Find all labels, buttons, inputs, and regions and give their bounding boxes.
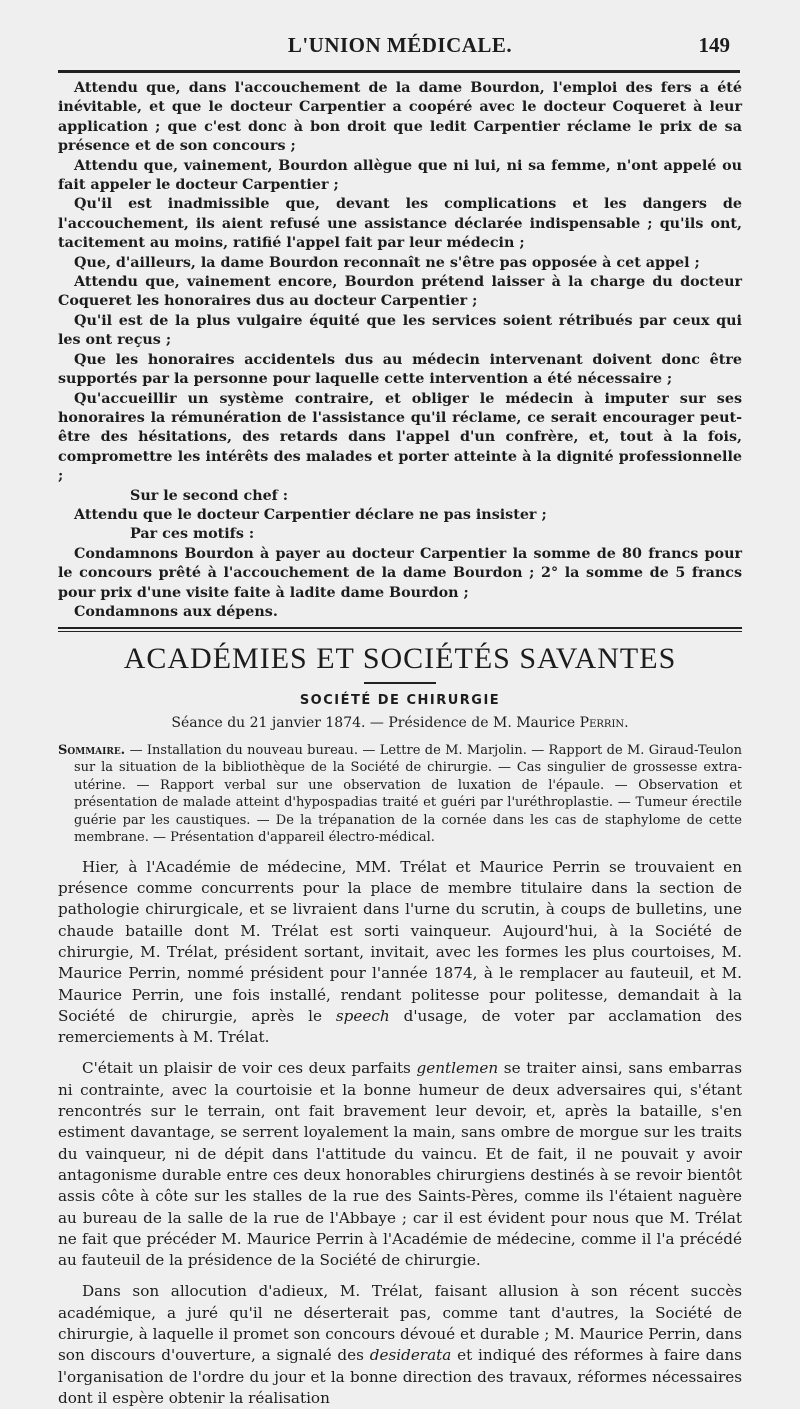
text-run: C'était un plaisir de voir ces deux parfaits [82, 1059, 417, 1078]
subheading-second-chef: Sur le second chef : [130, 487, 289, 504]
depens-paragraph: Condamnons aux dépens. [74, 603, 278, 620]
text-run: et indiqué des réformes à faire dans l'organisation de l'ordre du jour et la bonne direction des travaux, réformes nécessaires dont il espère obtenir la réalisation [58, 1346, 742, 1407]
sommaire-block [58, 742, 742, 847]
header-rule [58, 70, 740, 73]
article-paragraph [58, 1058, 742, 1271]
society-heading: SOCIÉTÉ DE CHIRURGIE [299, 693, 501, 709]
journal-title: L'UNION MÉDICALE. [287, 33, 513, 57]
paragraph: Que les honoraires accidentels dus au médecin intervenant doivent donc être supportés par la personne pour laquelle cette intervention a été nécessaire ; [58, 351, 742, 388]
article-paragraph [58, 857, 742, 1049]
paragraph: Attendu que, vainement, Bourdon allègue que ni lui, ni sa femme, n'ont appelé ou fait appeler le docteur Carpentier ; [58, 157, 742, 194]
page-body [58, 79, 742, 1409]
article-body [58, 857, 742, 1409]
paragraph: Qu'il est de la plus vulgaire équité que les services soient rétribués par ceux qui les ont reçus ; [58, 312, 742, 349]
title-underline [364, 682, 436, 684]
italic-term: gentlemen [416, 1059, 499, 1078]
seance-line [58, 714, 742, 733]
section-divider [58, 627, 742, 632]
paragraph: Que, d'ailleurs, la dame Bourdon reconnaît ne s'être pas opposée à cet appel ; [74, 254, 700, 271]
text-run: Hier, à l'Académie de médecine, MM. Trélat et Maurice Perrin se trouvaient en présence comme concurrents pour la place de membre titulaire dans la section de pathologie chirurgicale, et se livraient dans l'urne du scrutin, à coups de bulletins, une chaude bataille dont M. Trélat est sorti vainqueur. Aujourd'hui, à la Société de chirurgie, M. Trélat, président sortant, invitait, avec les formes les plus courtoises, M. Maurice Perrin, nommé président pour l'année 1874, à le remplacer au fauteuil, et M. Maurice Perrin, une fois installé, rendant politesse pour politesse, demandait à la Société de chirurgie, après le [58, 857, 742, 1025]
divider-line [58, 627, 742, 629]
seance-suffix: . [624, 715, 629, 732]
page-number: 149 [698, 33, 730, 57]
paragraph: Attendu que, dans l'accouchement de la dame Bourdon, l'emploi des fers a été inévitable, et que le docteur Carpentier a coopéré avec le docteur Coqueret à leur application ; que c'est donc à bon droit que ledit Carpentier réclame le prix de sa présence et de son concours ; [58, 80, 742, 155]
paragraph: Attendu que le docteur Carpentier déclare ne pas insister ; [74, 506, 547, 523]
divider-line [58, 631, 742, 632]
paragraph: Qu'accueillir un système contraire, et obliger le médecin à imputer sur ses honoraires la rémunération de l'assistance qu'il réclame, ce serait encourager peut-être des hésitations, des retards dans l'appel d'un confrère, et, tout à la fois, compromettre les intérêts des malades et porter atteinte à la dignité professionnelle ; [58, 390, 742, 485]
italic-term: desiderata [369, 1346, 452, 1365]
paragraph: Qu'il est inadmissible que, devant les complications et les dangers de l'accouchement, ils aient refusé une assistance déclarée indispensable ; qu'ils ont, tacitement au moins, ratifié l'appel fait par leur médecin ; [58, 196, 742, 252]
verdict-paragraph: Condamnons Bourdon à payer au docteur Carpentier la somme de 80 francs pour le concours prêté à l'accouchement de la dame Bourdon ; 2° la somme de 5 francs pour prix d'une visite faite à ladite dame Bourdon ; [58, 545, 742, 601]
text-run: se traiter ainsi, sans embarras ni contrainte, avec la courtoisie et la bonne humeur de deux adversaires qui, s'étant rencontrés sur le terrain, ont fait bravement leur devoir, et, après la bataille, s'en estiment davantage, se serrent loyalement la main, sans ombre de morgue sur les traits du vainqueur, ni de dépit dans l'attitude du vaincu. Et de fait, il ne pouvait y avoir antagonisme durable entre ces deux honorables chirurgiens destinés à se revoir bientôt assis côte à côte sur les stalles de la rue des Saints-Pères, comme ils l'étaient naguère au bureau de la salle de la rue de l'Abbaye ; car il est évident pour nous que M. Trélat ne fait que précéder M. Maurice Perrin à l'Académie de médecine, comme il l'a précédé au fauteuil de la présidence de la Société de chirurgie. [58, 1059, 742, 1270]
seance-president: Perrin [579, 715, 625, 732]
sommaire-label: Sommaire. [58, 742, 126, 758]
text-run: Dans son allocution d'adieux, M. Trélat, faisant allusion à son récent succès académique, a juré qu'il ne déserterait pas, comme tant d'autres, la Société de chirurgie, à laquelle il promet son concours dévoué et durable ; M. Maurice Perrin, dans son discours d'ouverture, a signalé des [58, 1282, 742, 1365]
italic-term: speech [335, 1006, 390, 1025]
section-title: ACADÉMIES ET SOCIÉTÉS SAVANTES [123, 642, 677, 676]
sommaire-text: — Installation du nouveau bureau. — Lettre de M. Marjolin. — Rapport de M. Giraud-Teulon sur la situation de la bibliothèque de la Société de chirurgie. — Cas singulier de grossesse extra-utérine. — Rapport verbal sur une observation de luxation de l'épaule. — Observation et présentation de malade atteint d'hypospadias traité et guéri par l'uréthroplastie. — Tumeur érectile guérie par les caustiques. — De la trépanation de la cornée dans les cas de staphylome de cette membrane. — Présentation d'appareil électro-médical. [74, 742, 742, 846]
text-run: d'usage, de voter par acclamation des remerciements à M. Trélat. [58, 1006, 742, 1047]
subheading-par-ces-motifs: Par ces motifs : [130, 526, 255, 543]
seance-prefix: Séance du 21 janvier 1874. — Présidence de M. Maurice [171, 715, 580, 732]
paragraph: Attendu que, vainement encore, Bourdon prétend laisser à la charge du docteur Coqueret les honoraires dus au docteur Carpentier ; [58, 274, 742, 310]
running-header [60, 33, 740, 63]
article-paragraph [58, 1281, 742, 1409]
